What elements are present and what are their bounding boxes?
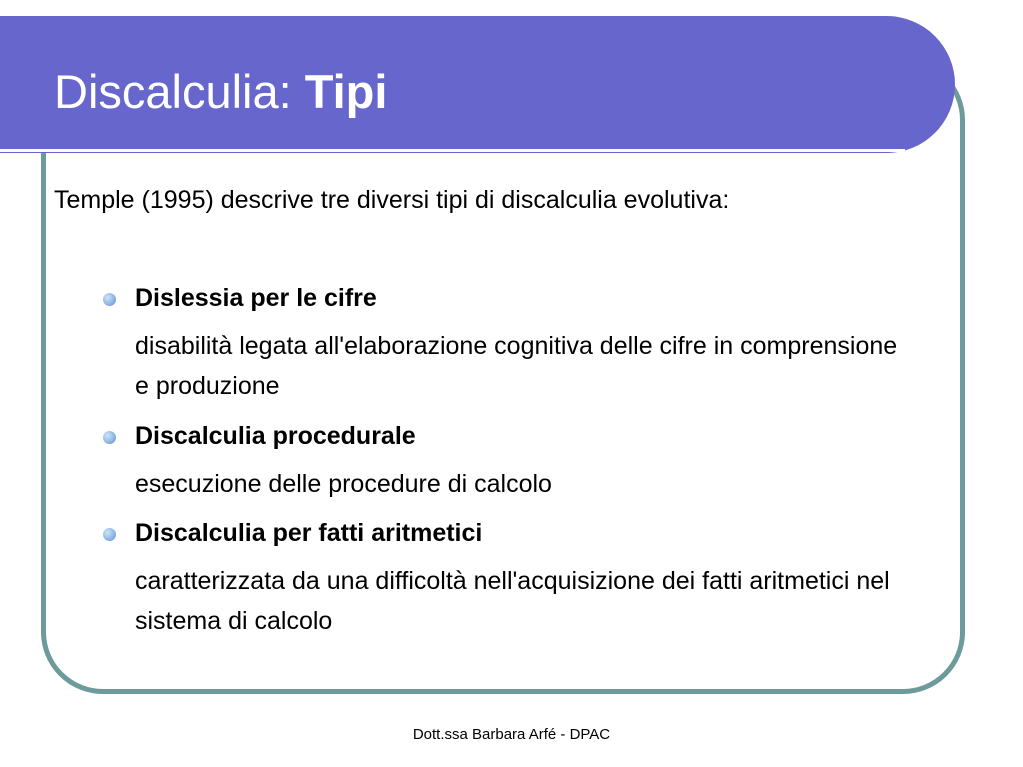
item-heading: Discalculia procedurale — [135, 422, 416, 450]
bullet-dot-icon — [103, 293, 116, 306]
bullet-dot-icon — [103, 528, 116, 541]
title-bold: Tipi — [304, 65, 388, 118]
item-heading: Discalculia per fatti aritmetici — [135, 519, 483, 547]
slide-title — [54, 62, 387, 122]
title-regular: Discalculia: — [54, 65, 305, 118]
slide-footer: Dott.ssa Barbara Arfé - DPAC — [412, 726, 611, 743]
intro-text: Temple (1995) descrive tre diversi tipi di discalculia evolutiva: — [54, 186, 730, 214]
item-description: disabilità legata all'elaborazione cognitiva delle cifre in comprensione e produzione — [135, 332, 898, 400]
bullet-dot-icon — [103, 431, 116, 444]
item-description: caratterizzata da una difficoltà nell'acquisizione dei fatti aritmetici nel sistema di calcolo — [135, 567, 890, 635]
item-description: esecuzione delle procedure di calcolo — [135, 470, 552, 498]
item-heading: Dislessia per le cifre — [135, 284, 377, 312]
title-divider — [0, 149, 905, 152]
